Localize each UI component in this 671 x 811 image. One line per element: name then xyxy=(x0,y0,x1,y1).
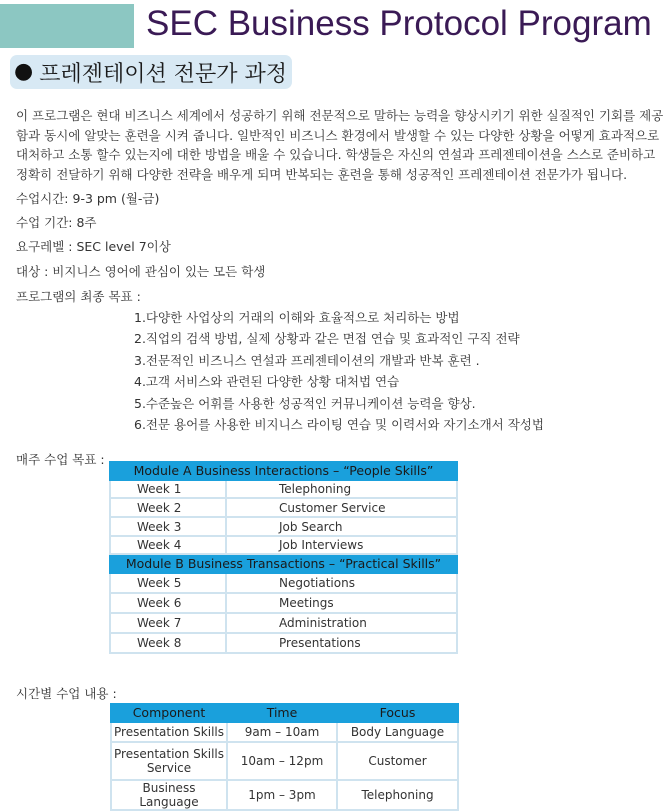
column-header-time: Time xyxy=(227,704,337,722)
level-requirement: 요구레벨 : SEC level 7이상 xyxy=(16,239,171,254)
goals-label: 프로그램의 최종 목표 : xyxy=(16,289,141,304)
target-audience: 대상 : 비지니스 영어에 관심이 있는 모든 학생 xyxy=(16,264,266,279)
table-row xyxy=(110,633,457,653)
time-cell: 10am – 12pm xyxy=(227,742,337,780)
focus-cell: Customer xyxy=(337,742,458,780)
goals-list xyxy=(134,307,544,435)
table-row xyxy=(111,780,458,810)
table-row xyxy=(111,722,458,742)
time-cell: 1pm – 3pm xyxy=(227,780,337,810)
goal-item: 1.다양한 사업상의 거래의 이해와 효율적으로 처리하는 방법 xyxy=(134,310,460,325)
topic-cell: Job Interviews xyxy=(226,536,457,554)
module-a-header-row xyxy=(110,462,457,480)
section-heading-text: 프레젠테이션 전문가 과정 xyxy=(39,61,287,87)
topic-cell: Job Search xyxy=(226,517,457,536)
week-cell: Week 5 xyxy=(110,573,226,593)
bullet-icon: ● xyxy=(14,59,34,84)
class-time: 수업시간: 9-3 pm (월-금) xyxy=(16,191,160,206)
topic-cell: Administration xyxy=(226,613,457,633)
week-cell: Week 7 xyxy=(110,613,226,633)
column-header-focus: Focus xyxy=(337,704,458,722)
module-b-header-row xyxy=(110,554,457,573)
focus-cell: Telephoning xyxy=(337,780,458,810)
module-a-title: Module A Business Interactions – “People Skills” xyxy=(110,462,457,480)
topic-cell: Presentations xyxy=(226,633,457,653)
week-cell: Week 6 xyxy=(110,593,226,613)
goal-item: 6.전문 용어를 사용한 비지니스 라이팅 연습 및 이력서와 자기소개서 작성법 xyxy=(134,416,544,432)
component-cell: Presentation Skills Service xyxy=(111,742,227,780)
week-cell: Week 3 xyxy=(110,517,226,536)
table-row xyxy=(110,613,457,633)
topic-cell: Meetings xyxy=(226,593,457,613)
table-row xyxy=(111,742,458,780)
week-cell: Week 2 xyxy=(110,498,226,517)
focus-cell: Body Language xyxy=(337,722,458,742)
schedule-header-row xyxy=(111,704,458,722)
intro-paragraph: 이 프로그램은 현대 비즈니스 세계에서 성공하기 위해 전문적으로 말하는 능력을 향상시키기 위한 실질적인 기회를 제공함과 동시에 알맞는 훈련을 시켜 줍니다. 일반적인 비즈니스 환경에서 발생할 수 있는 다양한 상황을 어떻게 효과적으로 대처하고 소통 할수 있는지에 대한 방법을 배울 수 있습니다. 학생들은 자신의 연설과 프레젠테이션을 스스로 준비하고 정확히 전달하기 위해 다양한 전략을 배우게 되며 반복되는 훈련을 통해 성공적인 프레젠테이션 전문가가 됩니다. xyxy=(16,108,664,182)
week-cell: Week 4 xyxy=(110,536,226,554)
week-cell: Week 1 xyxy=(110,480,226,498)
topic-cell: Customer Service xyxy=(226,498,457,517)
table-row xyxy=(110,593,457,613)
table-row xyxy=(110,480,457,498)
schedule-table xyxy=(110,703,459,811)
header-accent-block xyxy=(0,4,134,48)
goal-item: 3.전문적인 비즈니스 연설과 프레젠테이션의 개발과 반복 훈련 . xyxy=(134,352,480,368)
topic-cell: Telephoning xyxy=(226,480,457,498)
component-cell: Business Language xyxy=(111,780,227,810)
goal-item: 2.직업의 검색 방법, 실제 상황과 같은 면접 연습 및 효과적인 구직 전략 xyxy=(134,331,520,347)
goal-item: 4.고객 서비스와 관련된 다양한 상황 대처법 연습 xyxy=(134,374,400,390)
component-cell: Presentation Skills xyxy=(111,722,227,742)
page-title: SEC Business Protocol Program xyxy=(146,4,652,43)
table-row xyxy=(110,573,457,593)
topic-cell: Negotiations xyxy=(226,573,457,593)
time-cell: 9am – 10am xyxy=(227,722,337,742)
week-cell: Week 8 xyxy=(110,633,226,653)
goal-item: 5.수준높은 어휘를 사용한 성공적인 커뮤니케이션 능력을 향상. xyxy=(134,395,476,411)
course-duration: 수업 기간: 8주 xyxy=(16,215,97,230)
weekly-goals-label: 매주 수업 목표 : xyxy=(16,452,105,467)
weekly-modules-table xyxy=(109,461,458,654)
table-row xyxy=(110,536,457,554)
schedule-label: 시간별 수업 내용 : xyxy=(16,686,117,701)
table-row xyxy=(110,517,457,536)
table-row xyxy=(110,498,457,517)
section-heading xyxy=(10,55,292,89)
column-header-component: Component xyxy=(111,704,227,722)
module-b-title: Module B Business Transactions – “Practical Skills” xyxy=(110,554,457,573)
